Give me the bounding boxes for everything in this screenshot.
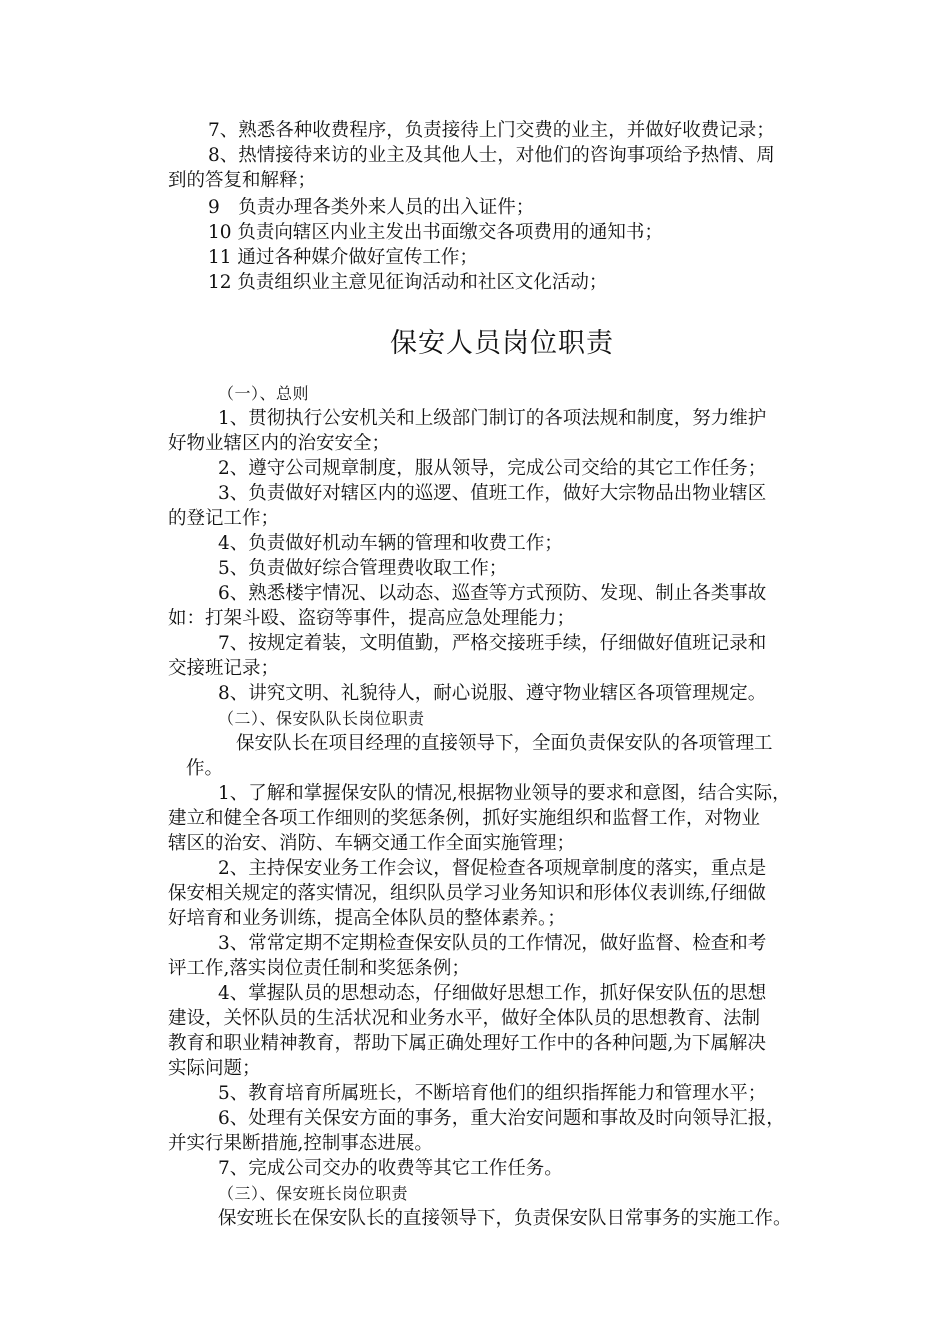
s2-line: 2、主持保安业务工作会议，督促检查各项规章制度的落实，重点是 [218, 858, 767, 879]
duty-9: 9 负责办理各类外来人员的出入证件； [208, 197, 535, 218]
s2-line: 教育和职业精神教育，帮助下属正确处理好工作中的各种问题,为下属解决 [168, 1033, 766, 1054]
s1-line: 如：打架斗殴、盗窃等事件，提高应急处理能力； [168, 608, 576, 629]
s1-line: 好物业辖区内的治安安全； [168, 433, 391, 454]
duty-11: 11 通过各种媒介做好宣传工作； [208, 247, 478, 268]
page-title: 保安人员岗位职责 [390, 328, 614, 359]
section1-heading: （一）、总则 [218, 384, 310, 403]
duty-7: 7、熟悉各种收费程序，负责接待上门交费的业主，并做好收费记录； [208, 120, 775, 141]
s2-line: 5、教育培育所属班长，不断培育他们的组织指挥能力和管理水平； [218, 1083, 767, 1104]
duty-12: 12 负责组织业主意见征询活动和社区文化活动； [208, 272, 608, 293]
s2-line: 4、掌握队员的思想动态，仔细做好思想工作，抓好保安队伍的思想 [218, 983, 767, 1004]
s2-line: 好培育和业务训练，提高全体队员的整体素养。； [168, 908, 566, 929]
s1-line: 2、遵守公司规章制度，服从领导，完成公司交给的其它工作任务； [218, 458, 767, 479]
s2-line: 3、常常定期不定期检查保安队员的工作情况，做好监督、检查和考 [218, 933, 767, 954]
s1-line: 4、负责做好机动车辆的管理和收费工作； [218, 533, 563, 554]
s1-line: 3、负责做好对辖区内的巡逻、值班工作，做好大宗物品出物业辖区 [218, 483, 767, 504]
duty-10: 10 负责向辖区内业主发出书面缴交各项费用的通知书； [208, 222, 663, 243]
s2-line: 建设，关怀队员的生活状况和业务水平，做好全体队员的思想教育、法制 [168, 1008, 761, 1029]
s2-line: 实际问题； [168, 1058, 261, 1079]
s1-line: 8、讲究文明、礼貌待人，耐心说服、遵守物业辖区各项管理规定。 [218, 683, 767, 704]
s1-line: 6、熟悉楼宇情况、以动态、巡查等方式预防、发现、制止各类事故 [218, 583, 767, 604]
s2-line: 1、了解和掌握保安队的情况,根据物业领导的要求和意图，结合实际， [218, 783, 791, 804]
s2-line: 建立和健全各项工作细则的奖惩条例，抓好实施组织和监督工作，对物业 [168, 808, 761, 829]
s1-line: 的登记工作； [168, 508, 280, 529]
s3-line: 保安班长在保安队长的直接领导下，负责保安队日常事务的实施工作。 [218, 1208, 792, 1229]
s2-line: 保安相关规定的落实情况，组织队员学习业务知识和形体仪表训练,仔细做 [168, 883, 766, 904]
s1-line: 5、负责做好综合管理费收取工作； [218, 558, 508, 579]
s1-line: 交接班记录； [168, 658, 280, 679]
s2-line: 评工作,落实岗位责任制和奖惩条例； [168, 958, 470, 979]
s2-line: 7、完成公司交办的收费等其它工作任务。 [218, 1158, 563, 1179]
s2-line: 保安队长在项目经理的直接领导下，全面负责保安队的各项管理工 [236, 733, 773, 754]
duty-8: 8、热情接待来访的业主及其他人士，对他们的咨询事项给予热情、周 [208, 145, 775, 166]
s2-line: 并实行果断措施,控制事态进展。 [168, 1133, 433, 1154]
s2-line: 作。 [186, 758, 224, 779]
section3-heading: （三）、保安班长岗位职责 [218, 1184, 409, 1203]
s1-line: 7、按规定着装，文明值勤，严格交接班手续，仔细做好值班记录和 [218, 633, 767, 654]
s2-line: 6、处理有关保安方面的事务，重大治安问题和事故及时向领导汇报， [218, 1108, 785, 1129]
s2-line: 辖区的治安、消防、车辆交通工作全面实施管理； [168, 833, 576, 854]
s1-line: 1、贯彻执行公安机关和上级部门制订的各项法规和制度，努力维护 [218, 408, 767, 429]
section2-heading: （二）、保安队队长岗位职责 [218, 709, 425, 728]
duty-8-cont: 到的答复和解释； [168, 170, 317, 191]
